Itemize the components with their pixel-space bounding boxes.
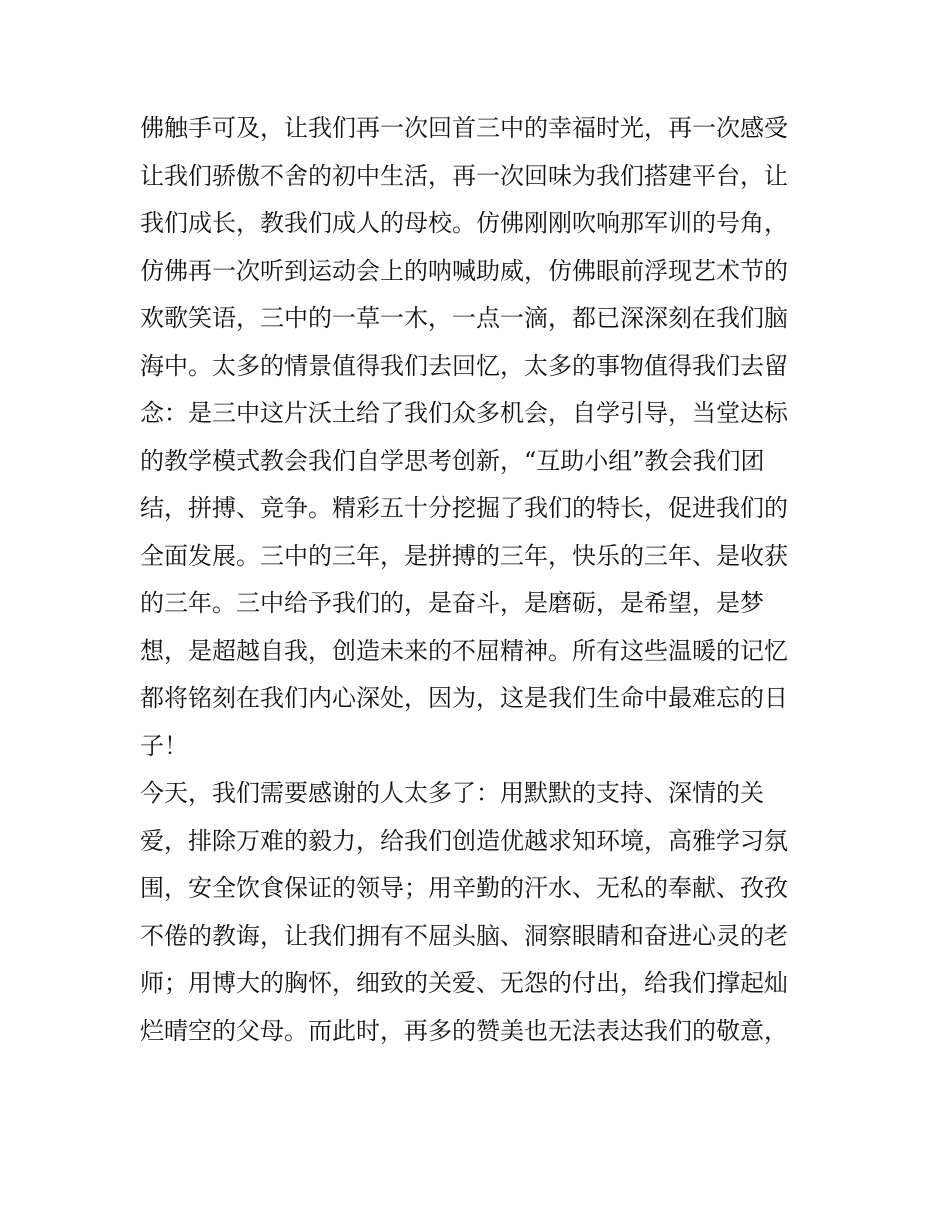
text-line: 烂晴空的父母。而此时，再多的赞美也无法表达我们的敬意，: [140, 1016, 788, 1045]
text-line: 围，安全饮食保证的领导；用辛勤的汗水、无私的奉献、孜孜: [140, 874, 788, 902]
text-line: 让我们骄傲不舍的初中生活，再一次回味为我们搭建平台，让: [140, 161, 788, 190]
text-line: 结，拼搏、竞争。精彩五十分挖掘了我们的特长，促进我们的: [140, 494, 788, 522]
text-line: 欢歌笑语，三中的一草一木，一点一滴，都已深深刻在我们脑: [140, 304, 788, 332]
text-line: 今天，我们需要感谢的人太多了：用默默的支持、深情的关: [140, 779, 764, 807]
text-line: 我们成长，教我们成人的母校。仿佛刚刚吹响那军训的号角，: [140, 209, 788, 237]
body-text: [140, 105, 820, 1055]
text-line: 师；用博大的胸怀，细致的关爱、无怨的付出，给我们撑起灿: [140, 969, 788, 997]
text-line: 海中。太多的情景值得我们去回忆，太多的事物值得我们去留: [140, 351, 788, 380]
text-line: 的三年。三中给予我们的，是奋斗，是磨砺，是希望，是梦: [140, 589, 764, 617]
text-line: 的教学模式教会我们自学思考创新，“互助小组”教会我们团: [140, 446, 765, 475]
text-line: 不倦的教诲，让我们拥有不屈头脑、洞察眼睛和奋进心灵的老: [140, 921, 788, 950]
text-line: 都将铭刻在我们内心深处，因为，这是我们生命中最难忘的日: [140, 684, 788, 712]
text-line: 佛触手可及，让我们再一次回首三中的幸福时光，再一次感受: [140, 114, 788, 142]
text-line: 想，是超越自我，创造未来的不屈精神。所有这些温暖的记忆: [140, 636, 788, 665]
text-line: 子！: [140, 731, 188, 760]
text-line: 念：是三中这片沃土给了我们众多机会，自学引导，当堂达标: [140, 399, 788, 427]
text-line: 仿佛再一次听到运动会上的呐喊助威，仿佛眼前浮现艺术节的: [140, 256, 788, 285]
text-line: 爱，排除万难的毅力，给我们创造优越求知环境，高雅学习氛: [140, 826, 788, 855]
text-line: 全面发展。三中的三年，是拼搏的三年，快乐的三年、是收获: [140, 541, 788, 570]
